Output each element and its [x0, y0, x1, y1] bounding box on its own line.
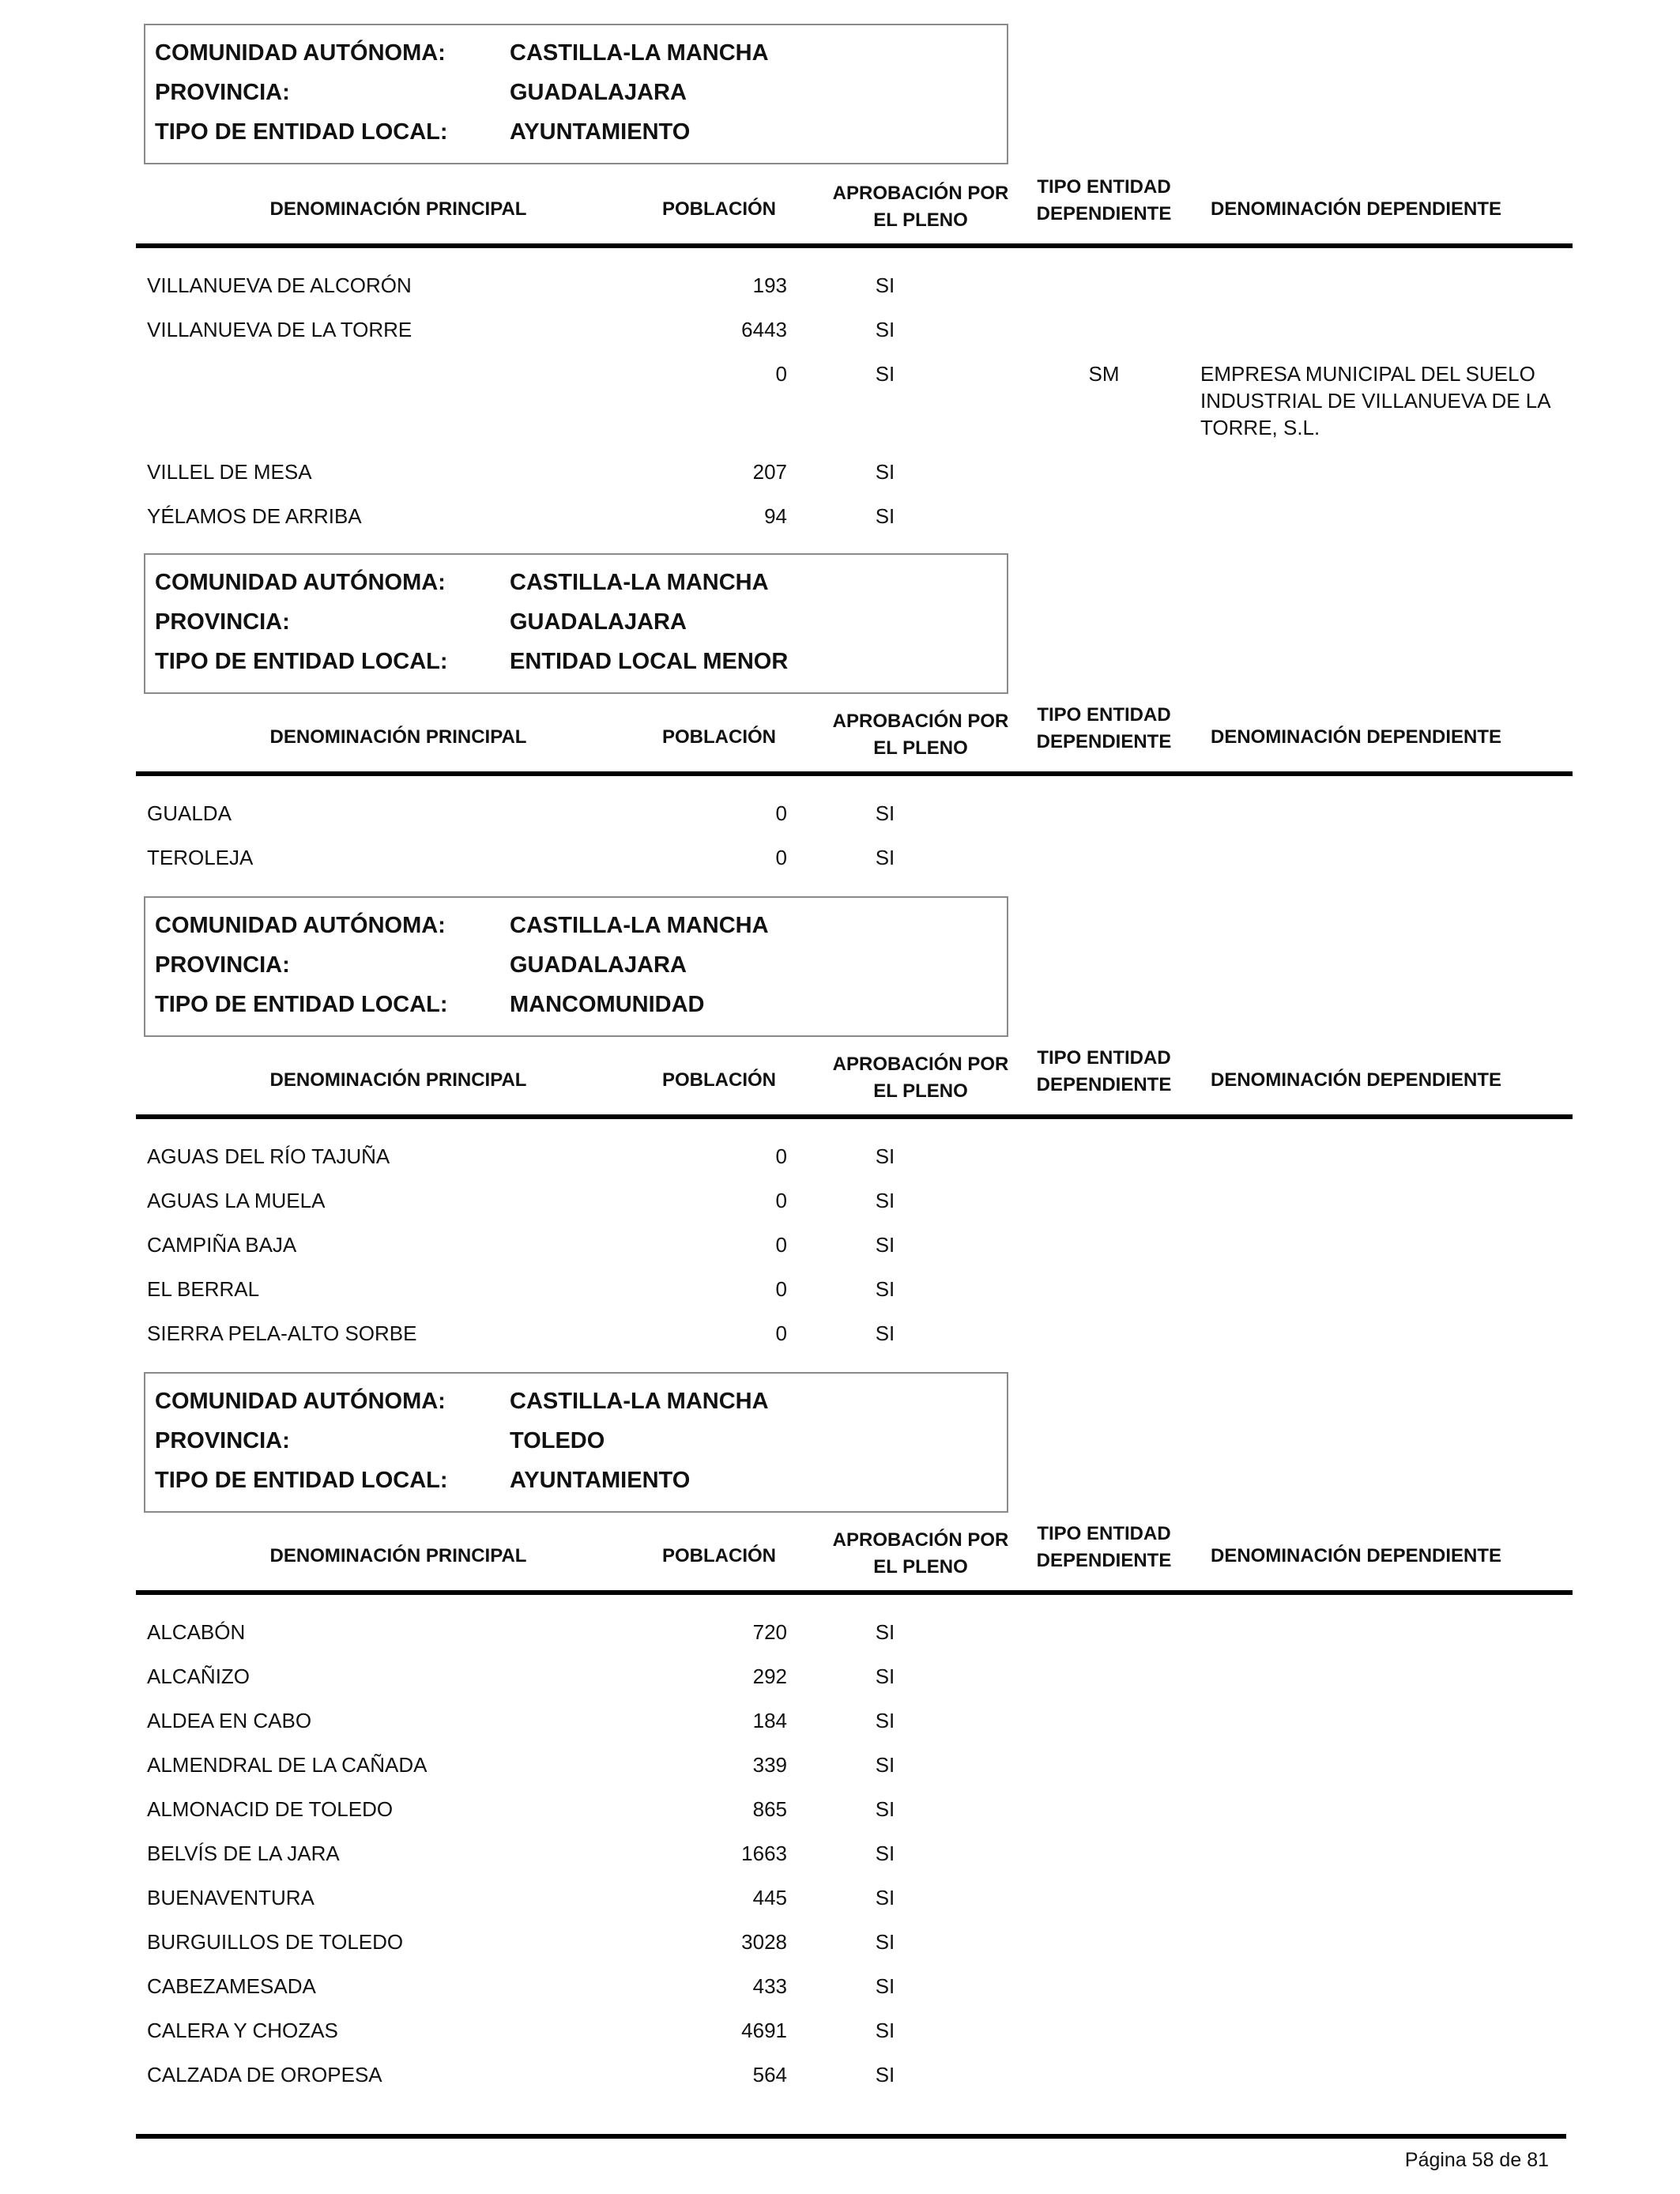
table-row [0, 844, 1680, 871]
row-aprobacion: SI [875, 504, 895, 528]
row-name: VILLANUEVA DE LA TORRE [147, 318, 412, 341]
table-row [0, 1320, 1680, 1347]
header-denominacion-principal: DENOMINACIÓN PRINCIPAL [269, 1545, 527, 1566]
comunidad-label: COMUNIDAD AUTÓNOMA: [155, 913, 446, 938]
row-poblacion: 1663 [741, 1842, 787, 1865]
row-name: CAMPIÑA BAJA [147, 1233, 297, 1257]
row-aprobacion: SI [875, 1797, 895, 1821]
header-denominacion-principal: DENOMINACIÓN PRINCIPAL [269, 198, 527, 220]
row-name: SIERRA PELA-ALTO SORBE [147, 1321, 417, 1345]
header-rule [136, 243, 1573, 248]
row-name: BURGUILLOS DE TOLEDO [147, 1930, 404, 1954]
table-row [0, 800, 1680, 827]
provincia-label: PROVINCIA: [155, 609, 290, 635]
row-name: ALMONACID DE TOLEDO [147, 1797, 394, 1821]
table-row [0, 1276, 1680, 1302]
tipo_entidad-value: AYUNTAMIENTO [510, 1468, 691, 1493]
row-denominacion-dependiente: EMPRESA MUNICIPAL DEL SUELO INDUSTRIAL DE VILLANUEVA DE LA TORRE, S.L. [1200, 362, 1550, 439]
provincia-value: GUADALAJARA [510, 80, 687, 105]
table-row [0, 503, 1680, 530]
table-row [0, 272, 1680, 299]
table-row [0, 1187, 1680, 1214]
row-name: ALCABÓN [147, 1620, 246, 1644]
row-aprobacion: SI [875, 1842, 895, 1865]
table-row [0, 1840, 1680, 1867]
header-aprobacion: APROBACIÓN POR EL PLENO [832, 183, 1009, 231]
row-aprobacion: SI [875, 1321, 895, 1345]
comunidad-label: COMUNIDAD AUTÓNOMA: [155, 40, 446, 66]
row-poblacion: 720 [752, 1620, 787, 1644]
row-poblacion: 0 [775, 362, 787, 386]
entity-info-box [144, 896, 1008, 1037]
row-name: CABEZAMESADA [147, 1974, 316, 1998]
row-poblacion: 0 [775, 801, 787, 825]
row-name: GUALDA [147, 801, 232, 825]
row-aprobacion: SI [875, 801, 895, 825]
comunidad-label: COMUNIDAD AUTÓNOMA: [155, 1389, 446, 1414]
header-rule [136, 1590, 1573, 1595]
row-poblacion: 4691 [741, 2019, 787, 2042]
header-aprobacion: APROBACIÓN POR EL PLENO [832, 711, 1009, 759]
row-name: TEROLEJA [147, 846, 254, 869]
comunidad-value: CASTILLA-LA MANCHA [510, 913, 769, 938]
entity-info-box [144, 24, 1008, 164]
tipo_entidad-value: AYUNTAMIENTO [510, 119, 691, 145]
header-poblacion: POBLACIÓN [662, 1069, 776, 1091]
header-rule [136, 1114, 1573, 1119]
table-row [0, 1619, 1680, 1646]
comunidad-value: CASTILLA-LA MANCHA [510, 40, 769, 66]
row-name: ALCAÑIZO [147, 1664, 250, 1688]
table-row [0, 2017, 1680, 2044]
row-name: VILLANUEVA DE ALCORÓN [147, 273, 412, 297]
table-row [0, 458, 1680, 485]
row-poblacion: 564 [752, 2063, 787, 2087]
header-denominacion-dependiente: DENOMINACIÓN DEPENDIENTE [1211, 1545, 1502, 1566]
provincia-value: GUADALAJARA [510, 952, 687, 978]
row-name: YÉLAMOS DE ARRIBA [147, 504, 362, 528]
row-poblacion: 445 [752, 1886, 787, 1909]
header-rule [136, 771, 1573, 776]
row-name: EL BERRAL [147, 1277, 260, 1301]
row-aprobacion: SI [875, 1974, 895, 1998]
header-aprobacion: APROBACIÓN POR EL PLENO [832, 1054, 1009, 1102]
provincia-label: PROVINCIA: [155, 952, 290, 978]
row-name: CALERA Y CHOZAS [147, 2019, 338, 2042]
page-number: Página 58 de 81 [1404, 2149, 1549, 2171]
row-name: AGUAS DEL RÍO TAJUÑA [147, 1144, 390, 1168]
row-aprobacion: SI [875, 318, 895, 341]
row-poblacion: 0 [775, 1144, 787, 1168]
row-aprobacion: SI [875, 1277, 895, 1301]
header-poblacion: POBLACIÓN [662, 726, 776, 748]
row-aprobacion: SI [875, 846, 895, 869]
tipo_entidad-label: TIPO DE ENTIDAD LOCAL: [155, 1468, 448, 1493]
row-poblacion: 184 [752, 1709, 787, 1732]
table-row [0, 1884, 1680, 1911]
header-tipo-entidad: TIPO ENTIDAD DEPENDIENTE [1036, 1047, 1172, 1095]
row-poblacion: 193 [752, 273, 787, 297]
row-poblacion: 0 [775, 1233, 787, 1257]
row-name: CALZADA DE OROPESA [147, 2063, 382, 2087]
row-aprobacion: SI [875, 1233, 895, 1257]
row-poblacion: 207 [752, 460, 787, 484]
row-name: ALDEA EN CABO [147, 1709, 312, 1732]
header-tipo-entidad: TIPO ENTIDAD DEPENDIENTE [1036, 704, 1172, 752]
header-poblacion: POBLACIÓN [662, 1545, 776, 1566]
row-poblacion: 433 [752, 1974, 787, 1998]
tipo_entidad-value: MANCOMUNIDAD [510, 992, 705, 1017]
row-aprobacion: SI [875, 1753, 895, 1777]
provincia-value: TOLEDO [510, 1428, 605, 1453]
table-row [0, 1751, 1680, 1778]
row-aprobacion: SI [875, 1620, 895, 1644]
table-row [0, 1707, 1680, 1734]
provincia-label: PROVINCIA: [155, 80, 290, 105]
row-poblacion: 865 [752, 1797, 787, 1821]
comunidad-value: CASTILLA-LA MANCHA [510, 570, 769, 595]
header-tipo-entidad: TIPO ENTIDAD DEPENDIENTE [1036, 176, 1172, 224]
comunidad-label: COMUNIDAD AUTÓNOMA: [155, 570, 446, 595]
row-name: AGUAS LA MUELA [147, 1189, 326, 1212]
row-name: BUENAVENTURA [147, 1886, 315, 1909]
table-row [0, 1231, 1680, 1258]
row-tipo-entidad: SM [1088, 362, 1120, 386]
row-poblacion: 0 [775, 1321, 787, 1345]
header-denominacion-principal: DENOMINACIÓN PRINCIPAL [269, 726, 527, 748]
tipo_entidad-label: TIPO DE ENTIDAD LOCAL: [155, 119, 448, 145]
row-aprobacion: SI [875, 1664, 895, 1688]
provincia-value: GUADALAJARA [510, 609, 687, 635]
row-name: ALMENDRAL DE LA CAÑADA [147, 1753, 428, 1777]
table-row [0, 1796, 1680, 1823]
table-row [0, 2061, 1680, 2088]
row-aprobacion: SI [875, 2019, 895, 2042]
entity-info-box [144, 1372, 1008, 1513]
row-poblacion: 0 [775, 846, 787, 869]
row-poblacion: 0 [775, 1189, 787, 1212]
header-denominacion-principal: DENOMINACIÓN PRINCIPAL [269, 1069, 527, 1091]
header-aprobacion: APROBACIÓN POR EL PLENO [832, 1529, 1009, 1578]
row-name: BELVÍS DE LA JARA [147, 1842, 340, 1865]
tipo_entidad-label: TIPO DE ENTIDAD LOCAL: [155, 649, 448, 674]
row-aprobacion: SI [875, 460, 895, 484]
table-row [0, 1973, 1680, 2000]
row-poblacion: 94 [764, 504, 787, 528]
row-aprobacion: SI [875, 1709, 895, 1732]
header-denominacion-dependiente: DENOMINACIÓN DEPENDIENTE [1211, 1069, 1502, 1091]
row-aprobacion: SI [875, 1189, 895, 1212]
header-denominacion-dependiente: DENOMINACIÓN DEPENDIENTE [1211, 726, 1502, 748]
table-row [0, 316, 1680, 343]
header-tipo-entidad: TIPO ENTIDAD DEPENDIENTE [1036, 1523, 1172, 1571]
row-poblacion: 3028 [741, 1930, 787, 1954]
header-poblacion: POBLACIÓN [662, 198, 776, 220]
table-row [0, 1928, 1680, 1955]
row-aprobacion: SI [875, 1930, 895, 1954]
table-row [0, 1663, 1680, 1690]
comunidad-value: CASTILLA-LA MANCHA [510, 1389, 769, 1414]
row-aprobacion: SI [875, 273, 895, 297]
entity-info-box [144, 553, 1008, 694]
table-row [0, 1143, 1680, 1170]
row-aprobacion: SI [875, 2063, 895, 2087]
header-denominacion-dependiente: DENOMINACIÓN DEPENDIENTE [1211, 198, 1502, 220]
row-aprobacion: SI [875, 1144, 895, 1168]
row-aprobacion: SI [875, 362, 895, 386]
provincia-label: PROVINCIA: [155, 1428, 290, 1453]
row-name: VILLEL DE MESA [147, 460, 312, 484]
row-aprobacion: SI [875, 1886, 895, 1909]
footer-rule [136, 2134, 1566, 2139]
tipo_entidad-label: TIPO DE ENTIDAD LOCAL: [155, 992, 448, 1017]
tipo_entidad-value: ENTIDAD LOCAL MENOR [510, 649, 789, 674]
table-row [0, 360, 1680, 439]
row-poblacion: 292 [752, 1664, 787, 1688]
row-poblacion: 339 [752, 1753, 787, 1777]
row-poblacion: 0 [775, 1277, 787, 1301]
row-poblacion: 6443 [741, 318, 787, 341]
